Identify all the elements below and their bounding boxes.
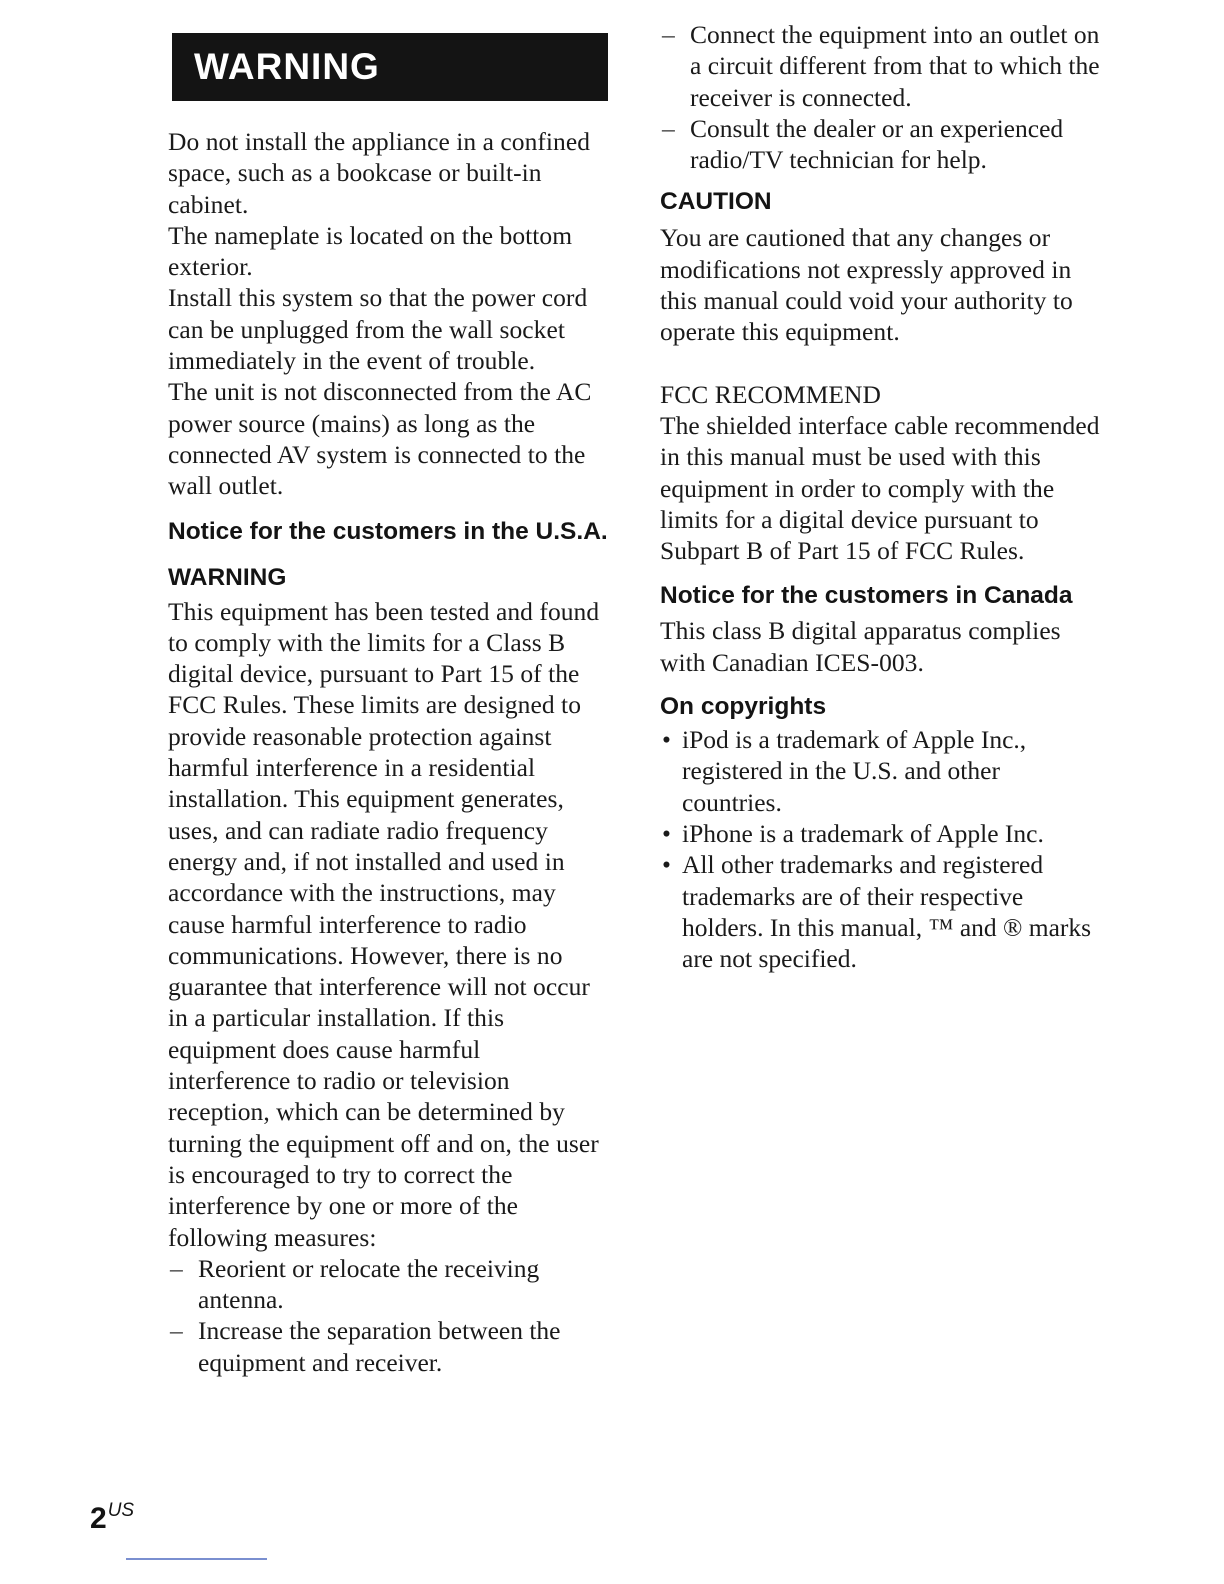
caution-body: You are cautioned that any changes or modifications not expressly approved in this manual could void your authority to operate this equipment. xyxy=(660,223,1073,347)
warning-heading: WARNING xyxy=(168,563,287,591)
right-column xyxy=(660,0,1100,974)
intro-paragraph: Install this system so that the power cord can be unplugged from the wall socket immediately in the event of trouble. xyxy=(168,283,588,376)
warning-banner-label: WARNING xyxy=(194,46,380,87)
caution-heading: CAUTION xyxy=(660,188,772,216)
page-number xyxy=(90,1500,134,1536)
copyrights-heading: On copyrights xyxy=(660,693,827,721)
intro-paragraph: The nameplate is located on the bottom exterior. xyxy=(168,220,573,282)
intro-paragraph: Do not install the appliance in a confined space, such as a bookcase or built-in cabinet. xyxy=(168,127,591,219)
warning-body: This equipment has been tested and found to comply with the limits for a Class B digital device, pursuant to Part 15 of the FCC Rules. These limits are designed to provide reasonable protection against harmful interference in a residential installation. This equipment generates, uses, and can radiate radio frequency energy and, if not installed and used in accordance with the instructions, may cause harmful interference to radio communications. However, there is no guarantee that interference will not occur in a particular installation. If this equipment does cause harmful interference to radio or television reception, which can be determined by turning the equipment off and on, the user is encouraged to try to correct the interference by one or more of the following measures: xyxy=(168,596,600,1252)
footer-rule xyxy=(126,1558,267,1560)
intro-paragraph: The unit is not disconnected from the AC power source (mains) as long as the connected AV system is connected to the wall outlet. xyxy=(168,377,592,501)
canada-notice-heading: Notice for the customers in Canada xyxy=(660,582,1073,610)
left-column xyxy=(168,0,608,1378)
list-item: • iPod is a trademark of Apple Inc., registered in the U.S. and other countries. xyxy=(660,724,1100,818)
list-item: • All other trademarks and registered trademarks are of their respective holders. In this manual, ™ and ® marks are not specified. xyxy=(660,849,1100,974)
copyrights-list xyxy=(660,724,1100,974)
page-number-value: 2 xyxy=(90,1502,107,1535)
fcc-recommend-body: The shielded interface cable recommended in this manual must be used with this equipment in order to comply with the limits for a digital device pursuant to Subpart B of Part 15 of FCC Rules. xyxy=(660,410,1100,566)
measures-list-continued xyxy=(660,19,1100,175)
canada-notice-body: This class B digital apparatus complies with Canadian ICES-003. xyxy=(660,616,1061,677)
list-item: – Increase the separation between the equipment and receiver. xyxy=(168,1315,608,1378)
list-item: – Connect the equipment into an outlet on a circuit different from that to which the receiver is connected. xyxy=(660,19,1100,113)
fcc-recommend-title: FCC RECOMMEND xyxy=(660,379,881,409)
list-item: • iPhone is a trademark of Apple Inc. xyxy=(660,818,1100,849)
list-item: – Reorient or relocate the receiving antenna. xyxy=(168,1253,608,1316)
measures-list xyxy=(168,1253,608,1378)
page-number-suffix: US xyxy=(107,1500,135,1521)
list-item: – Consult the dealer or an experienced radio/TV technician for help. xyxy=(660,113,1100,176)
usa-notice-heading: Notice for the customers in the U.S.A. xyxy=(168,517,608,545)
